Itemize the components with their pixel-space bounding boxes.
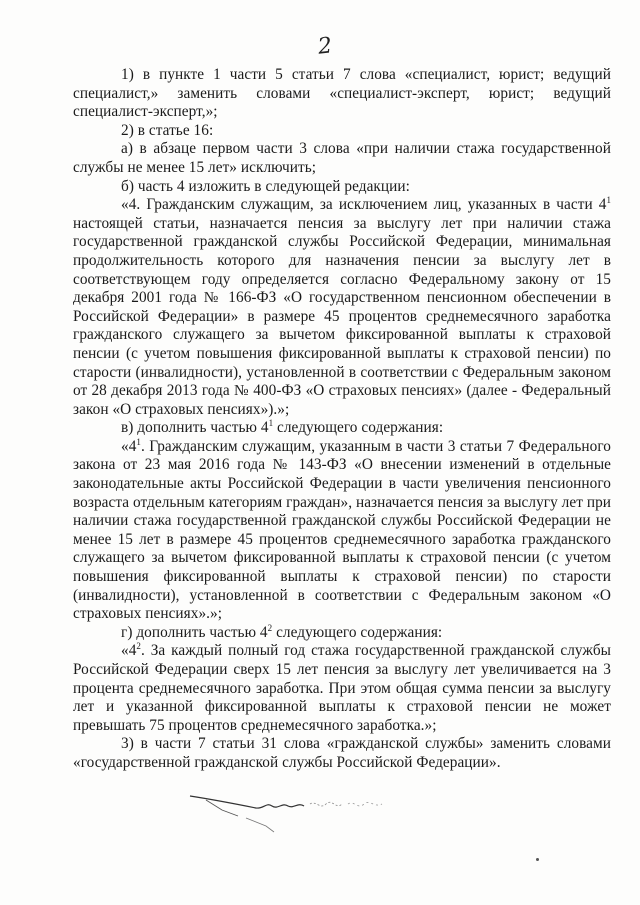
text-fragment: . Гражданским служащим, указанным в части 3 статьи 7 Федерального закона от 23 мая 2016 года № 143-ФЗ «О внесении изменений в отдельные законодательные акты Российской Федерации в части увеличения пенсионного возраста отдельным категориям граждан», назначается пенсия за выслугу лет при наличии стажа государственной гражданской службы Российской Федерации не менее 15 лет в размере 45 процентов среднемесячного заработка гражданского служащего за вычетом фиксированной выплаты к страховой пенсии (с учетом повышения фиксированной выплаты к страховой пенсии) по старости (инвалидности), установленной в соответствии с Федеральным законом «О страховых пенсиях».»; [73,437,611,623]
paragraph-part-4-text [73,196,611,419]
superscript: 1 [606,195,611,206]
text-fragment: «4. Гражданским служащим, за исключением лиц, указанных в части 4 [121,196,607,214]
paragraph-sub-v [73,419,611,438]
text-fragment: следующего содержания: [273,419,444,437]
text-fragment: следующего содержания: [272,623,443,641]
paragraph-sub-b: б) часть 4 изложить в следующей редакции: [121,177,410,195]
text-fragment: «4 [121,437,137,455]
superscript: 1 [136,436,141,447]
paragraph-part-4-2-text [73,642,611,735]
text-fragment: «4 [121,642,137,660]
superscript: 1 [268,418,274,429]
paragraph-part-4-1-text [73,438,611,624]
paragraph-item-3-article-31: 3) в части 7 статьи 31 слова «гражданской службы» заменить словами «государственной гражданской службы Российской Федерации». [73,735,611,771]
text-fragment: настоящей статьи, назначается пенсия за выслугу лет при наличии стажа государственной гражданской службы Российской Федерации, минимальная продолжительность которого для назначения пенсии за выслугу лет в соответствующем году определяется согласно Федеральному закону от 15 декабря 2001 года № 166-ФЗ «О государственном пенсионном обеспечении в Российской Федерации» в размере 45 процентов среднемесячного заработка гражданского служащего за вычетом фиксированной выплаты к страховой пенсии (с учетом повышения фиксированной выплаты к страховой пенсии) по старости (инвалидности), установленной в соответствии с Федеральным законом от 28 декабря 2013 года № 400-ФЗ «О страховых пенсиях» (далее - Федеральный закон «О страховых пенсиях»).»; [73,214,611,418]
text-fragment: г) дополнить частью 4 [121,623,268,641]
paragraph-sub-a: а) в абзаце первом части 3 слова «при наличии стажа государственной службы не менее 15 лет» исключить; [73,140,611,176]
scan-speck [536,858,539,861]
paragraph-item-1-specialist: 1) в пункте 1 части 5 статьи 7 слова «специалист, юрист; ведущий специалист,» заменить словами «специалист-эксперт, юрист; ведущий специалист-эксперт,»; [73,66,611,121]
document-body [73,66,611,773]
paragraph-article-16: 2) в статье 16: [121,121,214,139]
text-fragment: . За каждый полный год стажа государственной гражданской службы Российской Федерации сверх 15 лет пенсия за выслугу лет увеличивается на 3 процента среднемесячного заработка. При этом общая сумма пенсии за выслугу лет и указанной фиксированной выплаты к страховой пенсии не может превышать 75 процентов среднемесячного заработка.»; [73,642,611,734]
paragraph-sub-g [73,624,611,643]
signature-scribble [186,782,396,842]
text-fragment: в) дополнить частью 4 [121,419,269,437]
page-number: 2 [316,33,334,60]
superscript: 2 [136,641,141,652]
superscript: 2 [267,622,273,633]
